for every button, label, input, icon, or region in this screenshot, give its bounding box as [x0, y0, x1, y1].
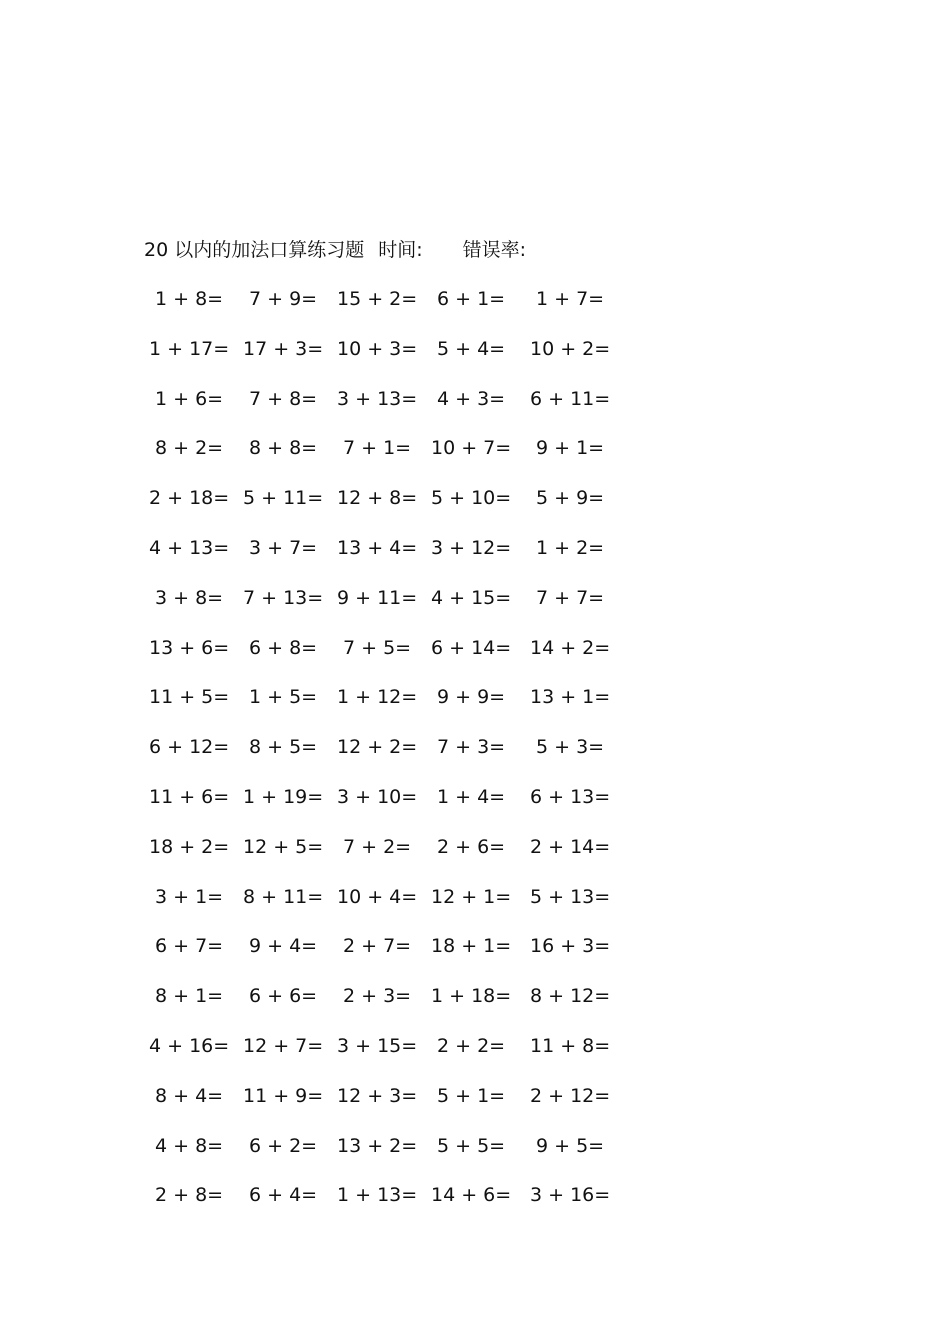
problem-cell: 15 + 2=	[337, 288, 418, 310]
problem-cell: 12 + 1=	[431, 886, 512, 908]
problem-cell: 5 + 13=	[530, 886, 611, 908]
problem-cell: 12 + 7=	[243, 1035, 324, 1057]
problem-cell: 3 + 12=	[431, 537, 512, 559]
problem-cell: 11 + 5=	[149, 686, 230, 708]
problem-cell: 8 + 11=	[243, 886, 324, 908]
problem-cell: 18 + 2=	[149, 836, 230, 858]
problem-cell: 13 + 1=	[530, 686, 611, 708]
problem-cell: 1 + 5=	[249, 686, 318, 708]
problem-cell: 5 + 10=	[431, 487, 512, 509]
problem-cell: 5 + 11=	[243, 487, 324, 509]
problem-cell: 13 + 4=	[337, 537, 418, 559]
problem-cell: 1 + 4=	[437, 786, 506, 808]
problem-cell: 8 + 1=	[155, 985, 224, 1007]
problem-cell: 16 + 3=	[530, 935, 611, 957]
time-label: 时间:	[378, 239, 423, 261]
problem-cell: 2 + 3=	[343, 985, 412, 1007]
problem-cell: 3 + 15=	[337, 1035, 418, 1057]
problem-cell: 3 + 1=	[155, 886, 224, 908]
problem-cell: 11 + 9=	[243, 1085, 324, 1107]
problem-cell: 12 + 8=	[337, 487, 418, 509]
problem-cell: 14 + 6=	[431, 1184, 512, 1206]
problem-cell: 13 + 2=	[337, 1135, 418, 1157]
problem-cell: 1 + 2=	[536, 537, 605, 559]
problem-cell: 10 + 4=	[337, 886, 418, 908]
problem-cell: 4 + 3=	[437, 388, 506, 410]
problem-cell: 7 + 9=	[249, 288, 318, 310]
problem-cell: 9 + 5=	[536, 1135, 605, 1157]
problem-cell: 8 + 2=	[155, 437, 224, 459]
problem-cell: 8 + 5=	[249, 736, 318, 758]
problem-cell: 6 + 1=	[437, 288, 506, 310]
problem-cell: 9 + 4=	[249, 935, 318, 957]
error-rate-label: 错误率:	[462, 239, 527, 261]
problem-cell: 3 + 7=	[249, 537, 318, 559]
problem-cell: 6 + 4=	[249, 1184, 318, 1206]
problem-cell: 10 + 2=	[530, 338, 611, 360]
problem-cell: 2 + 2=	[437, 1035, 506, 1057]
problem-cell: 6 + 12=	[149, 736, 230, 758]
problem-cell: 4 + 8=	[155, 1135, 224, 1157]
problem-cell: 3 + 10=	[337, 786, 418, 808]
problem-cell: 6 + 8=	[249, 637, 318, 659]
problem-cell: 7 + 5=	[343, 637, 412, 659]
problem-cell: 7 + 2=	[343, 836, 412, 858]
problem-cell: 4 + 13=	[149, 537, 230, 559]
problem-cell: 8 + 4=	[155, 1085, 224, 1107]
problem-cell: 10 + 7=	[431, 437, 512, 459]
problem-cell: 7 + 1=	[343, 437, 412, 459]
problem-cell: 7 + 8=	[249, 388, 318, 410]
problem-cell: 2 + 18=	[149, 487, 230, 509]
problem-cell: 7 + 3=	[437, 736, 506, 758]
problem-cell: 3 + 13=	[337, 388, 418, 410]
problem-cell: 2 + 8=	[155, 1184, 224, 1206]
problem-cell: 14 + 2=	[530, 637, 611, 659]
problem-cell: 13 + 6=	[149, 637, 230, 659]
problem-cell: 6 + 14=	[431, 637, 512, 659]
problem-cell: 2 + 14=	[530, 836, 611, 858]
problem-cell: 6 + 2=	[249, 1135, 318, 1157]
problem-cell: 5 + 3=	[536, 736, 605, 758]
problem-cell: 3 + 8=	[155, 587, 224, 609]
problem-cell: 2 + 12=	[530, 1085, 611, 1107]
problem-cell: 9 + 9=	[437, 686, 506, 708]
problem-cell: 6 + 6=	[249, 985, 318, 1007]
problem-cell: 6 + 11=	[530, 388, 611, 410]
problem-cell: 4 + 15=	[431, 587, 512, 609]
problem-cell: 3 + 16=	[530, 1184, 611, 1206]
problem-cell: 11 + 6=	[149, 786, 230, 808]
problem-cell: 9 + 11=	[337, 587, 418, 609]
problem-cell: 5 + 9=	[536, 487, 605, 509]
problem-cell: 9 + 1=	[536, 437, 605, 459]
problem-cell: 10 + 3=	[337, 338, 418, 360]
problem-cell: 6 + 13=	[530, 786, 611, 808]
problem-cell: 1 + 7=	[536, 288, 605, 310]
problem-cell: 11 + 8=	[530, 1035, 611, 1057]
problem-cell: 2 + 6=	[437, 836, 506, 858]
problem-cell: 1 + 17=	[149, 338, 230, 360]
problem-cell: 12 + 3=	[337, 1085, 418, 1107]
problem-cell: 4 + 16=	[149, 1035, 230, 1057]
problem-cell: 6 + 7=	[155, 935, 224, 957]
problem-cell: 5 + 1=	[437, 1085, 506, 1107]
problem-cell: 2 + 7=	[343, 935, 412, 957]
problem-cell: 5 + 5=	[437, 1135, 506, 1157]
problem-cell: 18 + 1=	[431, 935, 512, 957]
problem-cell: 17 + 3=	[243, 338, 324, 360]
problem-cell: 8 + 8=	[249, 437, 318, 459]
problem-cell: 1 + 6=	[155, 388, 224, 410]
problem-cell: 5 + 4=	[437, 338, 506, 360]
problem-cell: 12 + 2=	[337, 736, 418, 758]
problem-cell: 1 + 18=	[431, 985, 512, 1007]
problem-cell: 1 + 8=	[155, 288, 224, 310]
problem-cell: 7 + 13=	[243, 587, 324, 609]
problem-cell: 12 + 5=	[243, 836, 324, 858]
problem-cell: 8 + 12=	[530, 985, 611, 1007]
problem-cell: 1 + 12=	[337, 686, 418, 708]
problem-cell: 7 + 7=	[536, 587, 605, 609]
problem-cell: 1 + 13=	[337, 1184, 418, 1206]
problem-cell: 1 + 19=	[243, 786, 324, 808]
worksheet-title: 20 以内的加法口算练习题	[144, 239, 365, 261]
